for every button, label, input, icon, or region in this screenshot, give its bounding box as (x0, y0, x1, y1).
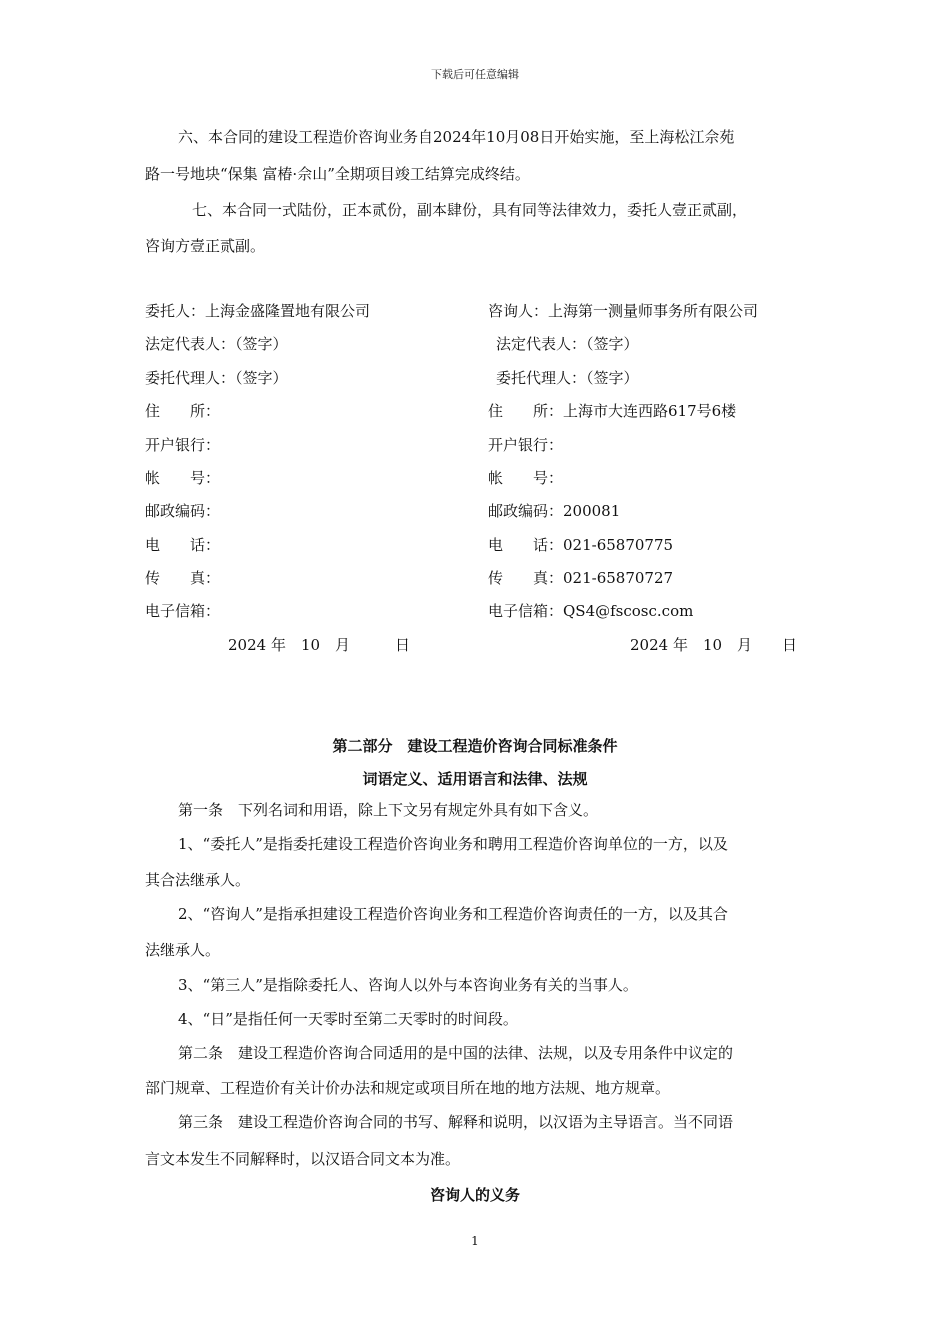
consultant-postcode: 邮政编码：200081 (488, 502, 621, 520)
client-email: 电子信箱： (145, 602, 221, 620)
definition-3: 3、“第三人”是指除委托人、咨询人以外与本咨询业务有关的当事人。 (178, 976, 638, 994)
client-phone: 电 话： (145, 536, 221, 554)
article-3-line1: 第三条 建设工程造价咨询合同的书写、解释和说明，以汉语为主导语言。当不同语 (178, 1113, 734, 1131)
consultant-account: 帐 号： (488, 469, 564, 487)
definition-4: 4、“日”是指任何一天零时至第二天零时的时间段。 (178, 1010, 518, 1028)
client-legal-rep: 法定代表人：（签字） (145, 335, 288, 353)
consultant-date: 2024 年 10 月 日 (630, 636, 798, 654)
clause-7-line2: 咨询方壹正贰副。 (145, 237, 266, 255)
section-heading-consultant-obligations: 咨询人的义务 (429, 1186, 520, 1204)
part2-subtitle: 词语定义、适用语言和法律、法规 (362, 770, 588, 788)
consultant-bank: 开户银行： (488, 436, 564, 454)
definition-1-line2: 其合法继承人。 (145, 871, 251, 889)
clause-6-line2: 路一号地块“保集 富椿·佘山”全期项目竣工结算完成终结。 (145, 165, 530, 183)
article-2-line2: 部门规章、工程造价有关计价办法和规定或项目所在地的地方法规、地方规章。 (145, 1079, 671, 1097)
client-name: 委托人：上海金盛隆置地有限公司 (145, 302, 371, 320)
article-3-line2: 言文本发生不同解释时，以汉语合同文本为准。 (145, 1150, 461, 1168)
client-fax: 传 真： (145, 569, 221, 587)
client-address: 住 所： (145, 402, 221, 420)
consultant-legal-rep: 法定代表人：（签字） (496, 335, 639, 353)
client-bank: 开户银行： (145, 436, 221, 454)
consultant-address: 住 所：上海市大连西路617号6楼 (488, 402, 737, 420)
consultant-agent: 委托代理人：（签字） (496, 369, 639, 387)
consultant-fax: 传 真：021-65870727 (488, 569, 674, 587)
client-postcode: 邮政编码： (145, 502, 221, 520)
consultant-phone: 电 话：021-65870775 (488, 536, 674, 554)
client-account: 帐 号： (145, 469, 221, 487)
client-date: 2024 年 10 月 日 (228, 636, 411, 654)
page-header: 下载后可任意编辑 (431, 68, 519, 81)
page-number: 1 (471, 1234, 479, 1248)
clause-6-line1: 六、本合同的建设工程造价咨询业务自2024年10月08日开始实施，至上海松江佘苑 (178, 128, 735, 146)
client-agent: 委托代理人：（签字） (145, 369, 288, 387)
definition-2-line2: 法继承人。 (145, 941, 221, 959)
article-1: 第一条 下列名词和用语，除上下文另有规定外具有如下含义。 (178, 801, 599, 819)
article-2-line1: 第二条 建设工程造价咨询合同适用的是中国的法律、法规，以及专用条件中议定的 (178, 1044, 734, 1062)
part2-title: 第二部分 建设工程造价咨询合同标准条件 (332, 737, 618, 755)
consultant-name: 咨询人：上海第一测量师事务所有限公司 (488, 302, 759, 320)
definition-2-line1: 2、“咨询人”是指承担建设工程造价咨询业务和工程造价咨询责任的一方，以及其合 (178, 905, 728, 923)
clause-7-line1: 七、本合同一式陆份，正本贰份，副本肆份，具有同等法律效力，委托人壹正贰副， (192, 201, 748, 219)
definition-1-line1: 1、“委托人”是指委托建设工程造价咨询业务和聘用工程造价咨询单位的一方，以及 (178, 835, 728, 853)
consultant-email: 电子信箱：QS4@fscosc.com (488, 602, 694, 620)
